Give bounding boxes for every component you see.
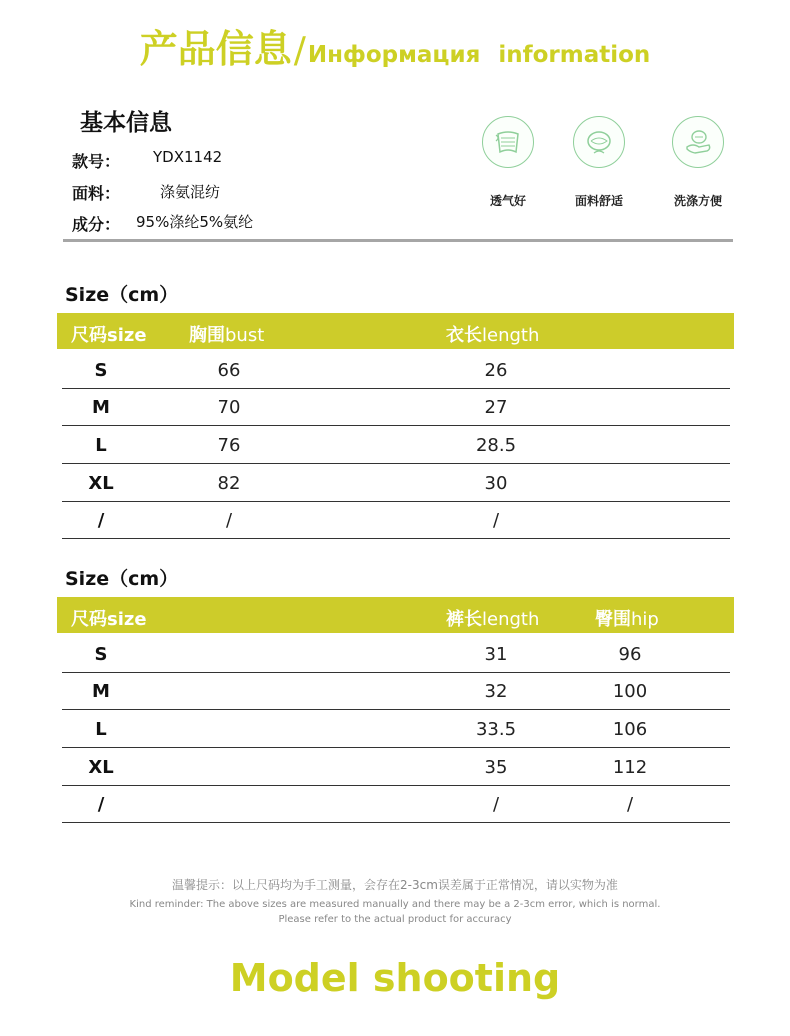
style-number-label: 款号： bbox=[72, 152, 121, 171]
table-row: S 66 26 bbox=[62, 351, 730, 389]
page-header bbox=[0, 18, 790, 74]
table-row: / / / bbox=[62, 501, 730, 539]
table-row: M 32 100 bbox=[62, 672, 730, 710]
feature-easy-wash bbox=[648, 116, 748, 209]
table-row: S 31 96 bbox=[62, 635, 730, 673]
header-length: 衣长length bbox=[446, 325, 540, 346]
table-row: M 70 27 bbox=[62, 388, 730, 426]
size-table-1-header bbox=[57, 313, 734, 349]
feature-label-breathable: 透气好 bbox=[489, 194, 526, 208]
table-row: L 33.5 106 bbox=[62, 710, 730, 748]
feature-comfort bbox=[549, 116, 649, 209]
table-row: L 76 28.5 bbox=[62, 426, 730, 464]
table-row: XL 35 112 bbox=[62, 748, 730, 786]
breathable-icon bbox=[482, 116, 534, 168]
size-table-2-title: Size（cm） bbox=[65, 568, 179, 590]
header-bust: 胸围bust bbox=[189, 325, 265, 346]
page-title-ru: Информация bbox=[307, 42, 481, 68]
composition-label: 成分： bbox=[72, 215, 121, 234]
composition-value: 95%涤纶5%氨纶 bbox=[136, 213, 254, 231]
style-number-value: YDX1142 bbox=[153, 148, 223, 166]
section-divider bbox=[63, 239, 733, 242]
comfort-fabric-icon bbox=[573, 116, 625, 168]
title-slash: / bbox=[293, 30, 306, 71]
model-shooting-title: Model shooting bbox=[229, 956, 561, 1000]
fabric-value: 涤氨混纺 bbox=[160, 183, 221, 201]
fabric-label: 面料： bbox=[72, 184, 121, 203]
page-title-zh: 产品信息 bbox=[139, 27, 292, 71]
header-size: 尺码size bbox=[71, 609, 147, 630]
reminder-en-line1: Kind reminder: The above sizes are measured manually and there may be a 2-3cm error, which is normal. bbox=[129, 899, 661, 910]
size-table-1-title: Size（cm） bbox=[65, 284, 179, 306]
size-table-2-header bbox=[57, 597, 734, 633]
feature-label-comfort: 面料舒适 bbox=[574, 194, 623, 208]
reminder-zh: 温馨提示：以上尺码均为手工测量，会存在2-3cm误差属于正常情况，请以实物为准 bbox=[172, 878, 618, 892]
header-size: 尺码size bbox=[71, 325, 147, 346]
feature-breathable bbox=[458, 116, 558, 209]
table-row: / / / bbox=[62, 785, 730, 823]
basic-info-title: 基本信息 bbox=[80, 110, 172, 136]
feature-label-easy-wash: 洗涤方便 bbox=[673, 194, 722, 208]
header-hip: 臀围hip bbox=[595, 609, 659, 630]
reminder-en-line2: Please refer to the actual product for accuracy bbox=[278, 914, 512, 925]
page-title-en: information bbox=[498, 42, 651, 68]
table-row: XL 82 30 bbox=[62, 464, 730, 502]
easy-wash-icon bbox=[672, 116, 724, 168]
header-pants-length: 裤长length bbox=[446, 609, 540, 630]
